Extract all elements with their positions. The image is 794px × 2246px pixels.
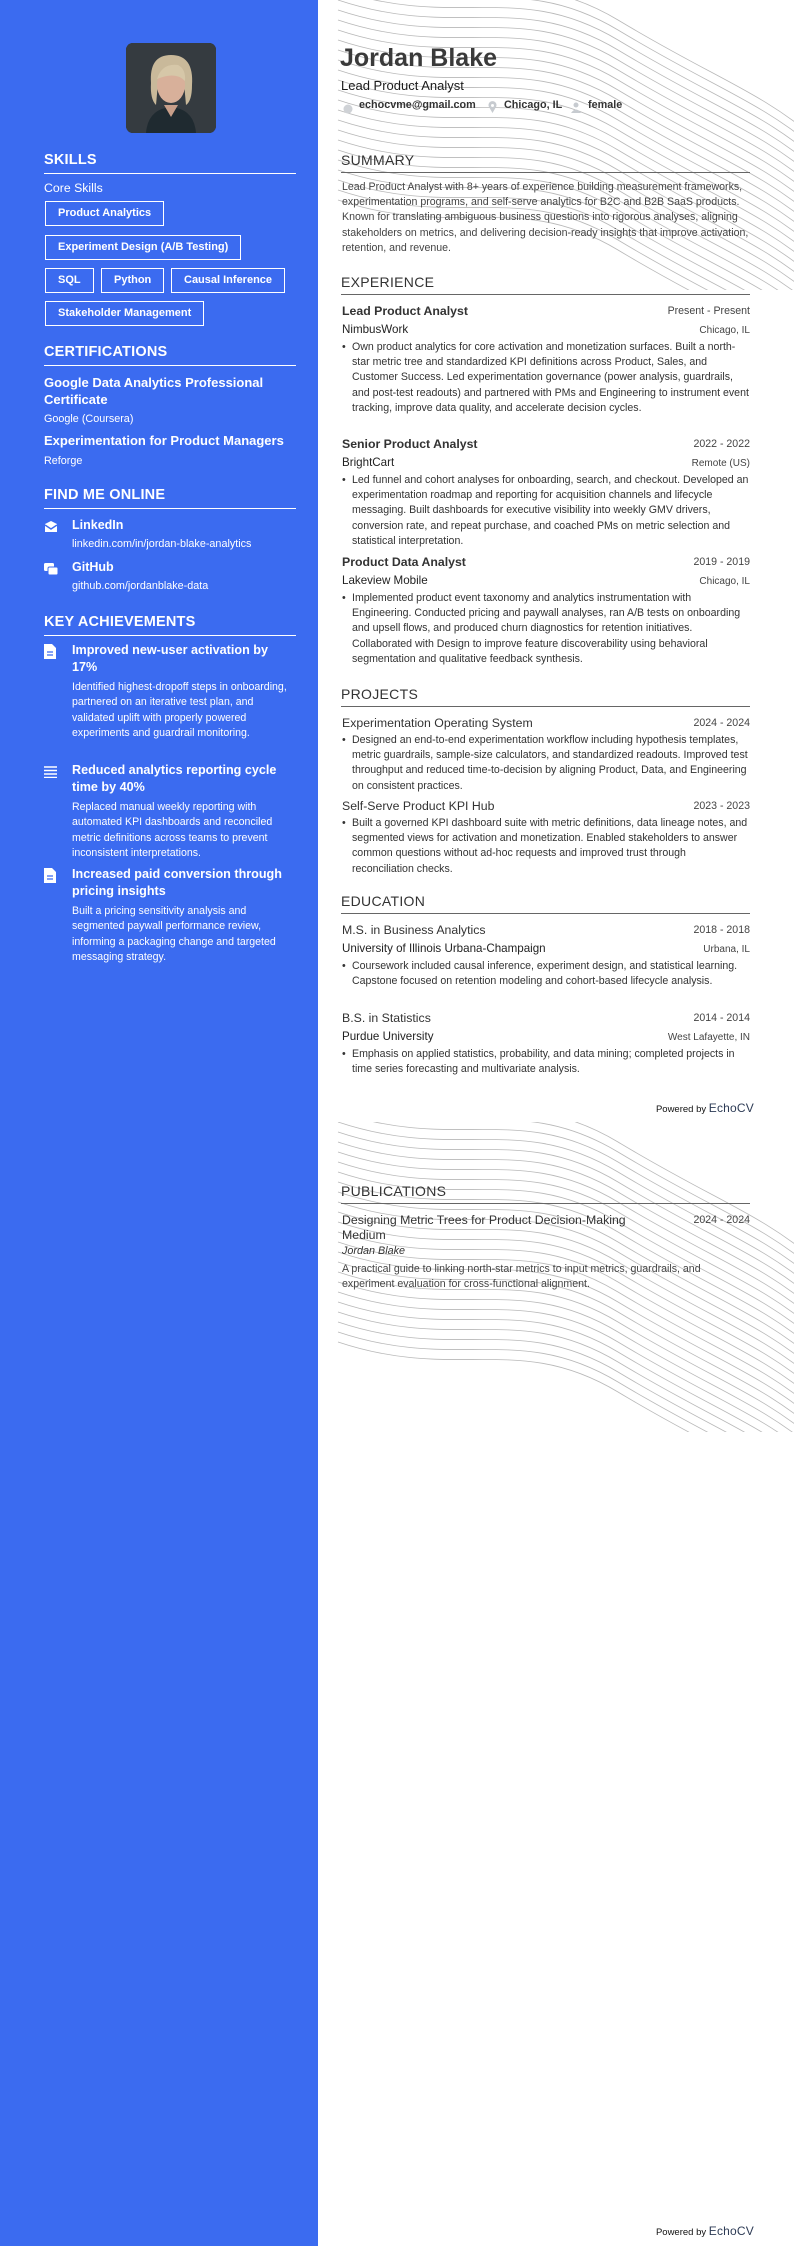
powered-by-text: Powered by — [655, 2227, 707, 2238]
achievement-description: Built a pricing sensitivity analysis and segmented paywall performance review, informing a packaging change and targeted messaging strategy. — [72, 905, 276, 964]
job-location: Chicago, IL — [699, 325, 750, 336]
find-me-online-heading: FIND ME ONLINE — [44, 487, 296, 509]
skill-tag: Python — [101, 268, 164, 293]
achievement-description: Replaced manual weekly reporting with automated KPI dashboards and reconciled metric definitions across teams to prevent inconsistent interpretations. — [72, 801, 273, 860]
achievement-title: Improved new-user activation by 17% — [72, 643, 268, 674]
person-icon — [571, 100, 581, 118]
echocv-logo: EchoCV — [708, 2224, 754, 2238]
education-dates: 2014 - 2014 — [693, 1012, 750, 1024]
publication-description: A practical guide to linking north-star metrics to input metrics, guardrails, and experiment evaluation for cross-functional alignment. — [342, 1263, 701, 1291]
job-dates: 2019 - 2019 — [693, 556, 750, 568]
main-content — [318, 0, 794, 2246]
echocv-logo: EchoCV — [708, 1101, 754, 1115]
publication-title: Designing Metric Trees for Product Decision-Making Medium — [342, 1213, 626, 1242]
school: University of Illinois Urbana-Champaign — [342, 942, 546, 955]
avatar — [126, 43, 216, 133]
achievement-title: Reduced analytics reporting cycle time by 40% — [72, 763, 277, 794]
project-bullet: • Built a governed KPI dashboard suite with metric definitions, data lineage notes, and segmented views for activation and monetization. Enabled stakeholders to answer common questions without ad-hoc requests and improved trust through reconciliation checks. — [342, 816, 750, 877]
project-name: Experimentation Operating System — [342, 716, 533, 730]
linkedin-icon — [44, 520, 58, 539]
degree: B.S. in Statistics — [342, 1011, 431, 1025]
github-icon — [44, 562, 59, 581]
job-bullet: • Led funnel and cohort analyses for onboarding, search, and checkout. Developed an experimentation roadmap and reporting for acquisition channels and lifecycle messaging. Built dashboards for executive visibility into weekly GMV drivers, conversion rate, and repeat purchase, and coached PMs on metric selection and statistical interpretation. — [342, 473, 750, 549]
job-dates: 2022 - 2022 — [693, 438, 750, 450]
job-location: Remote (US) — [691, 458, 750, 469]
linkedin-link[interactable]: linkedin.com/in/jordan-blake-analytics — [72, 538, 252, 550]
job-dates: Present - Present — [667, 305, 750, 317]
education-bullet: • Coursework included causal inference, experiment design, and statistical learning. Capstone focused on retention modeling and cohort-based lifecycle analysis. — [342, 959, 750, 989]
project-name: Self-Serve Product KPI Hub — [342, 799, 495, 813]
certification-issuer: Reforge — [44, 455, 83, 467]
job-title: Product Data Analyst — [342, 555, 466, 569]
job-location: Chicago, IL — [699, 576, 750, 587]
certifications-heading: CERTIFICATIONS — [44, 344, 296, 366]
skill-tag: Experiment Design (A/B Testing) — [45, 235, 241, 260]
job-title: Senior Product Analyst — [342, 437, 478, 451]
company: NimbusWork — [342, 323, 409, 336]
education-dates: 2018 - 2018 — [693, 924, 750, 936]
gender: female — [588, 99, 623, 111]
company: Lakeview Mobile — [342, 574, 428, 587]
email[interactable]: echocvme@gmail.com — [359, 99, 476, 111]
school-location: Urbana, IL — [703, 944, 750, 955]
certification-name: Experimentation for Product Managers — [44, 433, 284, 448]
summary-text: Lead Product Analyst with 8+ years of experience building measurement frameworks, experimentation programs, and self-serve analytics for B2C and B2B SaaS products. Known for translating ambiguous business questions into rigorous analyses, aligning stakeholders on metrics, and delivering decision-ready insights that improve activation, retention, and revenue. — [342, 181, 749, 254]
location-icon — [488, 100, 497, 118]
school: Purdue University — [342, 1030, 434, 1043]
document-icon — [44, 644, 58, 660]
certification-name: Google Data Analytics Professional Certificate — [44, 375, 264, 407]
powered-by-text: Powered by — [655, 1104, 707, 1115]
project-bullet: • Designed an end-to-end experimentation workflow including hypothesis templates, metric guardrails, sample-size calculators, and standardized readouts. Improved test throughput and reduced time-to-decision by aligning Product, Data, and Engineering on consistent practices. — [342, 733, 750, 794]
certification-issuer: Google (Coursera) — [44, 413, 134, 425]
skill-tag: Stakeholder Management — [45, 301, 204, 326]
location: Chicago, IL — [504, 99, 563, 111]
email-icon — [343, 101, 353, 119]
publications-heading: PUBLICATIONS — [341, 1183, 750, 1204]
publication-author: Jordan Blake — [342, 1245, 406, 1257]
candidate-title: Lead Product Analyst — [341, 78, 464, 93]
publication-dates: 2024 - 2024 — [693, 1214, 750, 1226]
sidebar — [0, 0, 318, 2246]
job-title: Lead Product Analyst — [342, 304, 468, 318]
degree: M.S. in Business Analytics — [342, 923, 486, 937]
skill-tag: Causal Inference — [171, 268, 285, 293]
document-icon — [44, 868, 58, 884]
candidate-name: Jordan Blake — [340, 44, 498, 72]
skill-tag: SQL — [45, 268, 94, 293]
key-achievements-heading: KEY ACHIEVEMENTS — [44, 614, 296, 636]
linkedin-label: LinkedIn — [72, 518, 124, 532]
powered-by — [656, 2224, 754, 2238]
school-location: West Lafayette, IN — [667, 1032, 750, 1043]
project-dates: 2024 - 2024 — [693, 717, 750, 729]
skills-heading: SKILLS — [44, 152, 296, 174]
achievement-description: Identified highest-dropoff steps in onboarding, partnered on an iterative test plan, and validated uplift with properly powered experiments and guardrail monitoring. — [72, 681, 287, 740]
company: BrightCart — [342, 456, 395, 469]
education-heading: EDUCATION — [341, 893, 750, 914]
skill-tag: Product Analytics — [45, 201, 164, 226]
job-bullet: • Own product analytics for core activation and monetization surfaces. Built a north-star metric tree and standardized KPI definitions across Product, Sales, and Customer Success. Led experimentation governance (power analysis, guardrails, and post-test readouts) and partnered with PMs and Engineering to instrument event tracking, improve data quality, and accelerate decision cycles. — [342, 340, 750, 416]
education-bullet: • Emphasis on applied statistics, probability, and data mining; completed projects in time series forecasting and multivariate analysis. — [342, 1047, 750, 1077]
powered-by — [656, 1101, 754, 1115]
summary-heading: SUMMARY — [341, 152, 750, 173]
project-dates: 2023 - 2023 — [693, 800, 750, 812]
job-bullet: • Implemented product event taxonomy and analytics instrumentation with Engineering. Conducted pricing and paywall analyses, ran A/B tests on onboarding and upsell flows, and produced churn diagnostics for retention initiatives. Collaborated with Design to improve feature discoverability using behavioral segmentation and qualitative feedback synthesis. — [342, 591, 750, 667]
core-skills-label: Core Skills — [44, 181, 103, 195]
wave-line — [338, 1342, 794, 1432]
experience-heading: EXPERIENCE — [341, 274, 750, 295]
github-link[interactable]: github.com/jordanblake-data — [72, 580, 209, 592]
github-label: GitHub — [72, 560, 114, 574]
list-icon — [44, 765, 58, 781]
projects-heading: PROJECTS — [341, 686, 750, 707]
achievement-title: Increased paid conversion through pricing insights — [72, 867, 282, 898]
